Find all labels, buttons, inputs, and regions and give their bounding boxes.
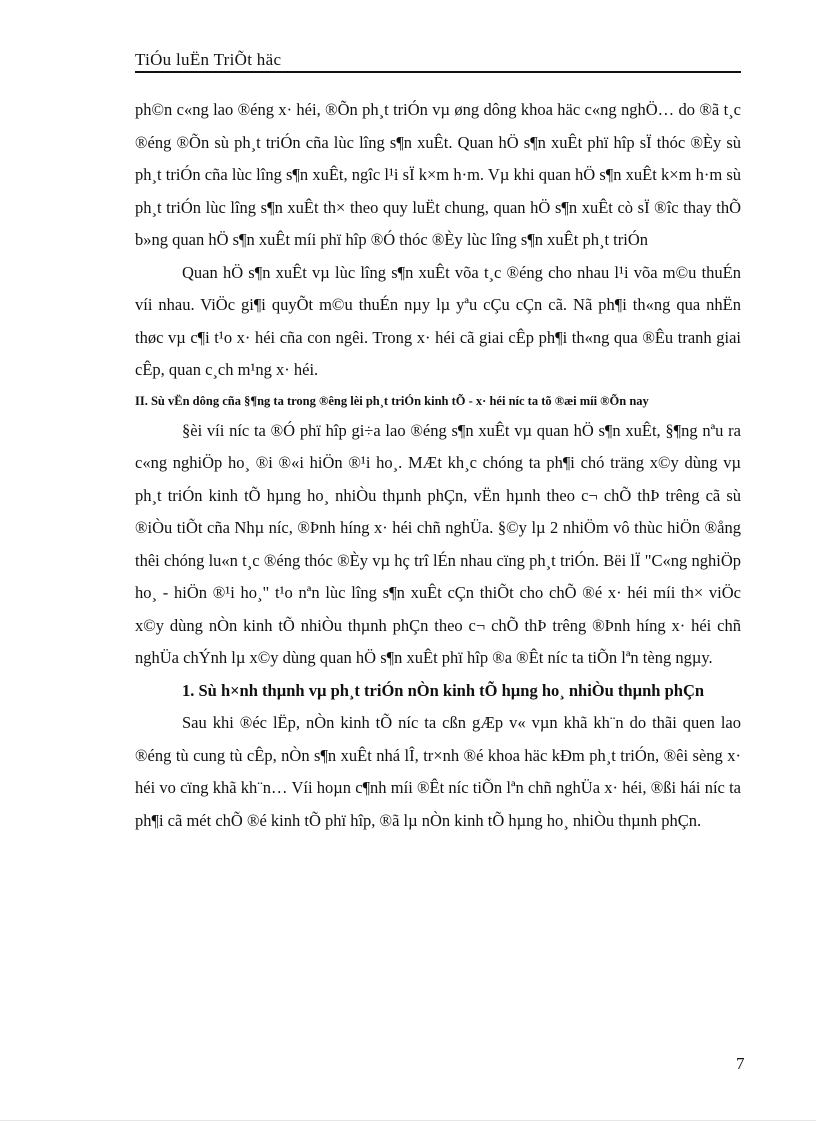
subsection-heading: 1. Sù h×nh thµnh vµ ph¸t triÓn nÒn kinh tÕ hµng ho¸ nhiÒu thµnh phÇn: [182, 680, 705, 700]
paragraph-contradiction: Quan hÖ s¶n xuÊt vµ lùc lîng s¶n xuÊt võa t¸c ®éng cho nhau l¹i võa m©u thuÉn víi nhau. ViÖc gi¶i quyÕt m©u thuÉn nµy lµ yªu cÇu cÇn cã. Nã ph¶i th«ng qua nhËn thøc vµ c¶i t¹o x· héi cña con ngêi. Trong x· héi cã giai cÊp ph¶i th«ng qua ®Êu tranh giai cÊp, quan c¸ch m¹ng x· héi.: [135, 262, 741, 379]
paragraph-continuation: ph©n c«ng lao ®éng x· héi, ®Õn ph¸t triÓn vµ øng dông khoa häc c«ng nghÖ… do ®ã t¸c ®éng ®Õn sù ph¸t triÓn cña lùc lîng s¶n xuÊt. Quan hÖ s¶n xuÊt phï hîp sÏ thóc ®Èy sù ph¸t triÓn cña lùc lîng s¶n xuÊt, ngîc l¹i sÏ k×m h·m. Vµ khi quan hÖ s¶n xuÊt k×m h·m sù ph¸t triÓn lùc lîng s¶n xuÊt th× theo quy luËt chung, quan hÖ s¶n xuÊt cò sÏ ®îc thay thÕ b»ng quan hÖ s¶n xuÊt míi phï hîp ®Ó thóc ®Èy lùc lîng s¶n xuÊt ph¸t triÓn: [135, 100, 741, 249]
running-header: TiÓu luËn TriÕt häc: [135, 50, 282, 69]
page-number: 7: [736, 1054, 745, 1073]
paragraph-formation: Sau khi ®éc lËp, nÒn kinh tÕ níc ta cßn gÆp v« vµn khã kh¨n do thãi quen lao ®éng tù cung tù cÊp, nÒn s¶n xuÊt nhá lÎ, tr×nh ®é khoa häc kÐm ph¸t triÓn, ®êi sèng x· héi vo cïng khã kh¨n… Víi hoµn c¶nh míi ®Êt níc tiÕn lªn chñ nghÜa x· héi, ®ßi hái níc ta ph¶i cã mét chÕ ®é kinh tÕ phï hîp, ®ã lµ nÒn kinh tÕ hµng ho¸ nhiÒu thµnh phÇn.: [135, 713, 741, 830]
header-rule: [135, 71, 741, 73]
paragraph-party-application: §èi víi níc ta ®Ó phï hîp gi÷a lao ®éng s¶n xuÊt vµ quan hÖ s¶n xuÊt, §¶ng nªu ra c«ng nghiÖp ho¸ ®i ®«i hiÖn ®¹i ho¸. MÆt kh¸c chóng ta ph¶i chó träng x©y dùng vµ ph¸t triÓn kinh tÕ hµng ho¸ nhiÒu thµnh phÇn, vËn hµnh theo c¬ chÕ thÞ trêng cã sù ®iÒu tiÕt cña Nhµ níc, ®Þnh híng x· héi chñ nghÜa. §©y lµ 2 nhiÖm vô thùc hiÖn ®ång thêi chóng lu«n t¸c ®éng thóc ®Èy vµ hç trî lÉn nhau cïng ph¸t triÓn. Bëi lÏ "C«ng nghiÖp ho¸ - hiÖn ®¹i ho¸" t¹o nªn lùc lîng s¶n xuÊt cÇn thiÕt cho chÕ ®é x· héi míi th× viÖc x©y dùng nÒn kinh tÕ nhiÒu thµnh phÇn theo c¬ chÕ thÞ trêng ®Þnh híng x· héi chñ nghÜa chÝnh lµ x©y dùng quan hÖ s¶n xuÊt phï hîp ®a ®Êt níc ta tiÕn lªn tèng ngµy.: [135, 420, 741, 667]
page-body: [135, 94, 741, 837]
section-heading: II. Sù vËn dông cña §¶ng ta trong ®êng lèi ph¸t triÓn kinh tÕ - x· héi níc ta tõ ®æi míi ®Õn nay: [135, 393, 649, 408]
page-bottom-edge: [0, 1120, 816, 1121]
